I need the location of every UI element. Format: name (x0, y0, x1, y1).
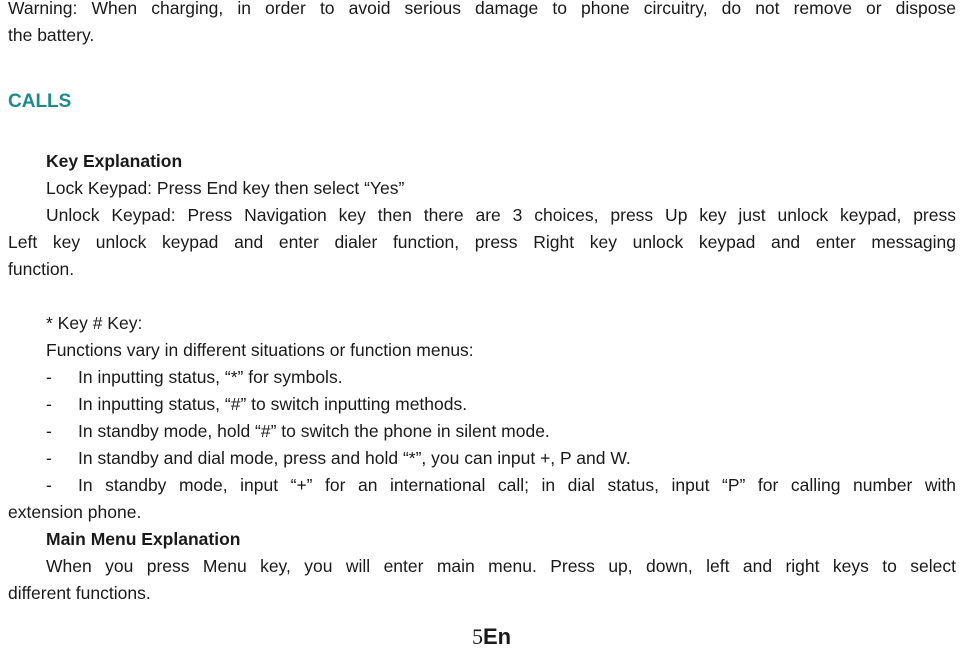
bullet-dash: - (46, 475, 52, 495)
lock-keypad-text: Lock Keypad: Press End key then select “Yes” (46, 178, 405, 198)
bullet-dash: - (46, 394, 52, 414)
main-menu-line-2: different functions. (8, 583, 151, 603)
key-explanation-heading: Key Explanation (46, 151, 183, 171)
unlock-keypad-line-2: Left key unlock keypad and enter dialer function, press Right key unlock keypad and enter messaging (8, 232, 956, 252)
language-code: En (483, 624, 512, 649)
warning-line-1: Warning: When charging, in order to avoid serious damage to phone circuitry, do not remove or dispose (8, 0, 956, 18)
main-menu-line-1: When you press Menu key, you will enter main menu. Press up, down, left and right keys to select (46, 556, 956, 576)
list-item-continuation: extension phone. (8, 502, 142, 522)
list-item-text: In inputting status, “#” to switch inputting methods. (78, 394, 468, 414)
section-title: CALLS (8, 91, 72, 112)
list-item-text: In inputting status, “*” for symbols. (78, 367, 343, 387)
warning-line-2: the battery. (8, 25, 95, 45)
list-item (46, 472, 956, 499)
bullet-dash: - (46, 421, 52, 441)
bullet-dash: - (46, 448, 52, 468)
main-menu-heading: Main Menu Explanation (46, 529, 241, 549)
page-number: 5 (472, 624, 483, 649)
unlock-keypad-line-1: Unlock Keypad: Press Navigation key then there are 3 choices, press Up key just unlock keypad, press (46, 205, 956, 225)
list-item (46, 391, 467, 418)
bullet-dash: - (46, 367, 52, 387)
list-item (46, 364, 343, 391)
star-hash-intro: Functions vary in different situations or function menus: (46, 340, 474, 360)
page-footer (472, 622, 511, 653)
star-hash-heading: * Key # Key: (46, 313, 143, 333)
list-item (46, 418, 550, 445)
unlock-keypad-line-3: function. (8, 259, 75, 279)
list-item-text: In standby and dial mode, press and hold “*”, you can input +, P and W. (78, 448, 631, 468)
list-item (46, 445, 631, 472)
list-item-text: In standby mode, hold “#” to switch the phone in silent mode. (78, 421, 550, 441)
list-item-text: In standby mode, input “+” for an international call; in dial status, input “P” for calling number with (78, 475, 956, 495)
